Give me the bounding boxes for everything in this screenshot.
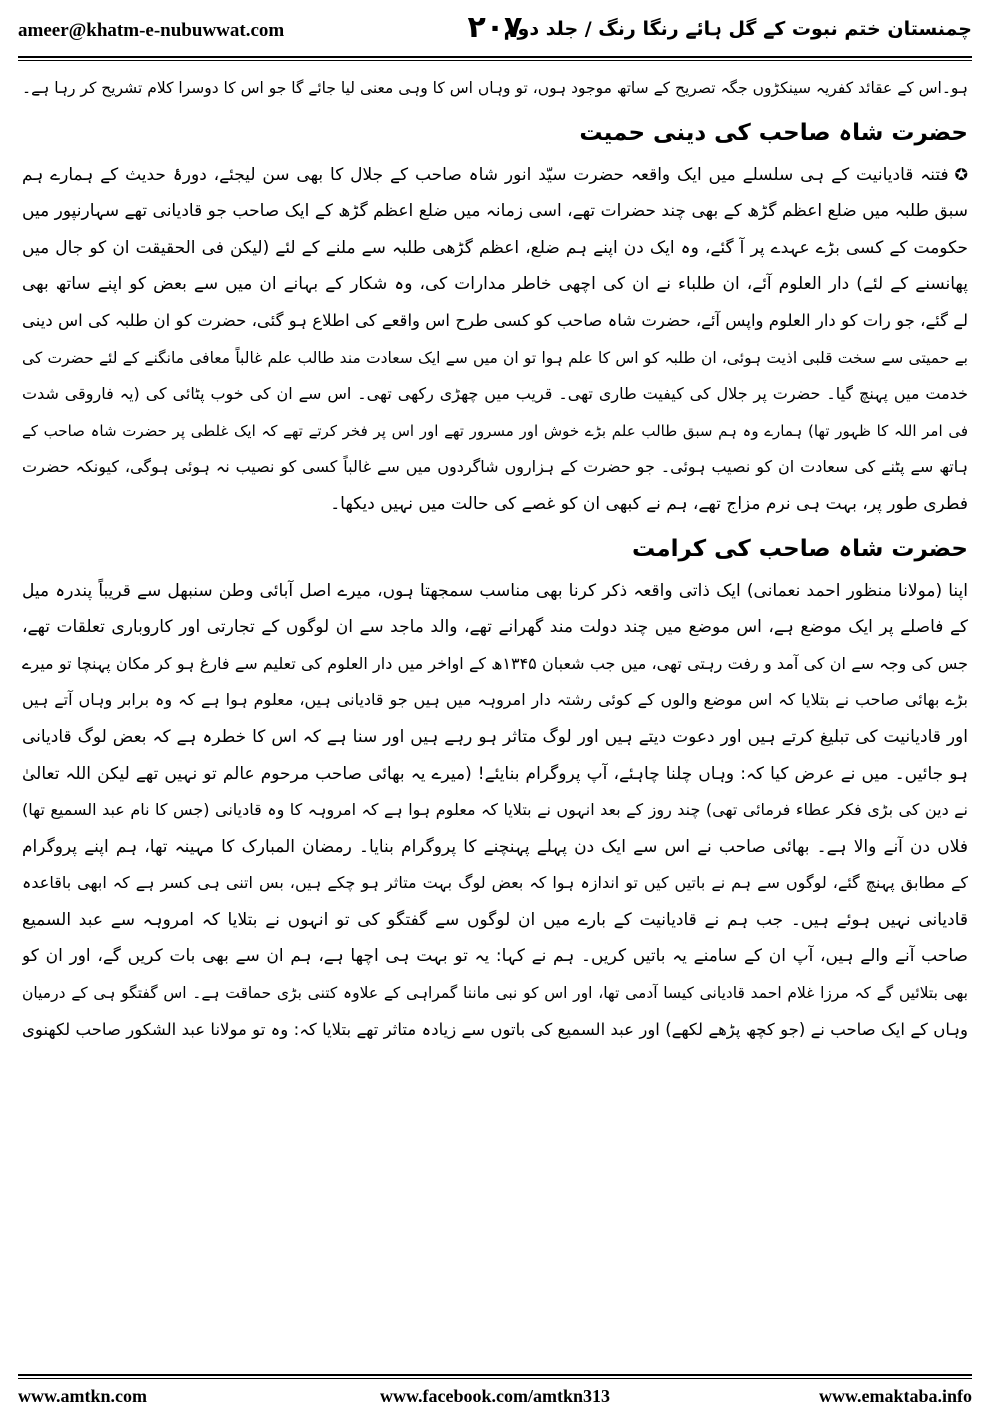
paragraph-line: اور قادیانیت کی تبلیغ کرتے ہیں اور دعوت دیتے ہیں اور لوگ متاثر ہو رہے ہیں اور سنا ہے کہ اس کا خطرہ ہے کہ بعض لوگ قادیانی	[22, 726, 968, 747]
star-bullet-icon: ✪	[954, 164, 968, 184]
paragraph-line: پھانسنے کے لئے) دار العلوم آئے، ان طلباء نے ان کی اچھی خاطر مدارات کی، وہ شکار کے بہانے ان میں سے بعض کو اپنے ساتھ بھی	[22, 274, 968, 295]
paragraph-line: فی امر اللہ کا ظہور تھا) ہمارے وہ ہم سبق طالب علم بڑے خوش اور مسرور تھے اور اس پر فخر کرتے تھے کہ ایک غلطی پر حضرت شاہ صاحب کے	[22, 421, 968, 440]
section-heading-karamat: حضرت شاہ صاحب کی کرامت	[631, 535, 968, 562]
footer-link-emaktaba[interactable]: www.emaktaba.info	[818, 1386, 972, 1406]
paragraph-line: حکومت کے کسی بڑے عہدے پر آ گئے، وہ ایک دن اپنے ہم ضلع، اعظم گڑھی طلبہ سے ملنے کے لئے (لیکن فی الحقیقت ان کو جال میں	[22, 237, 968, 258]
header-divider-thin	[18, 60, 972, 61]
paragraph-line: نے دین کی بڑی فکر عطاء فرمائی تھی) چند روز کے بعد انہوں نے بتلایا کہ معلوم ہوا ہے کہ امروہہ کا وہ قادیانی (جس کا نام عبد السمیع تھا)	[22, 800, 968, 820]
intro-line: ہو۔اس کے عقائد کفریہ سینکڑوں جگہ تصریح کے ساتھ موجود ہوں، تو وہاں اس کا وہی معنی لیا جائے گا جو اس کا دوسرا کلام تشریح کر رہا ہے۔	[22, 79, 968, 97]
paragraph-line: ہاتھ سے پٹنے کی سعادت ان کو نصیب ہوئی۔ جو حضرت کے ہزاروں شاگردوں میں سے غالباً کسی کو نصیب نہ ہوئی ہوگی، کیونکہ حضرت	[22, 457, 968, 477]
footer-link-facebook[interactable]: www.facebook.com/amtkn313	[380, 1386, 610, 1406]
paragraph-line: بڑے بھائی صاحب نے بتلایا کہ اس موضع والوں کے کوئی رشتہ دار امروہہ میں ہیں جو قادیانی ہیں، معلوم ہوا ہے کہ وہ برابر وہاں آتے ہیں	[22, 690, 968, 710]
footer-link-amtkn[interactable]: www.amtkn.com	[18, 1386, 147, 1406]
paragraph-line: بے حمیتی سے سخت قلبی اذیت ہوئی، ان طلبہ کو اس کا علم ہوا تو ان میں سے ایک سعادت مند طالب علم غالباً معافی مانگنے کے لئے حضرت کی	[22, 348, 968, 367]
paragraph-line: لے گئے، جو رات کو دار العلوم واپس آئے، حضرت شاہ صاحب کو کسی طرح اس واقعے کی اطلاع ہو گئی، حضرت کو ان طلبہ کی اس دینی	[22, 310, 968, 330]
paragraph-line: کے مطابق پہنچ گئے، لوگوں سے ہم نے باتیں کیں تو اندازہ ہوا کہ بعض لوگ بہت متاثر ہو چکے ہیں، بس اتنی ہی کسر ہے کہ ابھی باقاعدہ	[22, 873, 968, 893]
page-footer	[18, 1384, 972, 1414]
paragraph-line: اپنا (مولانا منظور احمد نعمانی) ایک ذاتی واقعہ ذکر کرنا بھی مناسب سمجھتا ہوں، میرے اصل آبائی وطن سنبھل سے قریباً پندرہ میل	[22, 580, 968, 601]
paragraph-line: جس کی وجہ سے ان کی آمد و رفت رہتی تھی، میں جب شعبان ۱۳۴۵ھ کے اواخر میں دار العلوم کی تعلیم سے فارغ ہو کر مکان پہنچا تو میرے	[22, 653, 968, 673]
book-title: چمنستان ختم نبوت کے گل ہائے رنگا رنگ / جلد دوم	[503, 18, 972, 40]
paragraph-line: وہاں کے ایک صاحب نے (جو کچھ پڑھے لکھے) اور عبد السمیع کی باتوں سے زیادہ متاثر تھے بتلایا کہ: وہ تو مولانا عبد الشکور صاحب لکھنوی	[22, 1019, 968, 1039]
page-header	[18, 8, 972, 56]
page-content	[22, 70, 968, 1368]
footer-divider-thin	[18, 1378, 972, 1379]
paragraph-line: فلاں دن آنے والا ہے۔ بھائی صاحب نے اس سے ایک دن پہلے پہنچنے کا پروگرام بنایا۔ رمضان المبارک کا مہینہ تھا، ہم اپنے پروگرام	[22, 836, 968, 857]
paragraph-line: فطری طور پر، بہت ہی نرم مزاج تھے، ہم نے کبھی ان کو غصے کی حالت میں نہیں دیکھا۔	[330, 493, 968, 514]
paragraph-line: بھی بتلائیں گے کہ مرزا غلام احمد قادیانی کیسا آدمی تھا، اور اس کو نبی ماننا گمراہی کے علاوہ کتنی بڑی حماقت ہے۔ اس گفتگو ہی کے درمیان	[22, 984, 968, 1003]
section-heading-dini-hamiyat: حضرت شاہ صاحب کی دینی حمیت	[579, 119, 968, 146]
paragraph-line: ہو جائیں۔ میں نے عرض کیا کہ: وہاں چلنا چاہئے، آپ پروگرام بنایئے! (میرے یہ بھائی صاحب مرحوم عالم تو نہیں تھے لیکن اللہ تعالیٰ	[22, 763, 968, 784]
paragraph-line-text: فتنہ قادیانیت کے ہی سلسلے میں ایک واقعہ حضرت سیّد انور شاہ صاحب کے جلال کا بھی سن لیجئے، دورۂ حدیث کے ہمارے ہم	[22, 164, 949, 185]
paragraph-line: سبق طلبہ میں ضلع اعظم گڑھ کے بھی چند حضرات تھے، اسی زمانہ میں ضلع اعظم گڑھ کے ایک صاحب جو قادیانی تھے سہارنپور میں	[22, 201, 968, 222]
page-number: ۲۰۷	[467, 10, 523, 45]
paragraph-line: خدمت میں پہنچ گیا۔ حضرت پر جلال کی کیفیت طاری تھی۔ قریب میں چھڑی رکھی تھی۔ اس سے ان کی خوب پٹائی کی (یہ فاروقی شدت	[22, 384, 968, 404]
paragraph-line: کے فاصلے پر ایک موضع ہے، اس موضع میں چند دولت مند گھرانے تھے، والد ماجد سے ان لوگوں کے تجارتی اور کاروباری تعلقات تھے،	[22, 617, 968, 638]
paragraph-line	[22, 157, 968, 194]
header-email: ameer@khatm-e-nubuwwat.com	[18, 20, 285, 41]
paragraph-line: قادیانی نہیں ہوئے ہیں۔ جب ہم نے قادیانیت کے بارے میں ان لوگوں سے گفتگو کی تو انہوں نے بتلایا کہ امروہہ سے عبد السمیع	[22, 909, 968, 930]
paragraph-line: صاحب آنے والے ہیں، آپ ان کے سامنے یہ باتیں کریں۔ ہم نے کہا: یہ تو بہت ہی اچھا ہے، ہم ان سے بھی بات کریں گے، اور ان کو	[22, 946, 968, 967]
footer-divider	[18, 1374, 972, 1376]
header-divider	[18, 56, 972, 58]
